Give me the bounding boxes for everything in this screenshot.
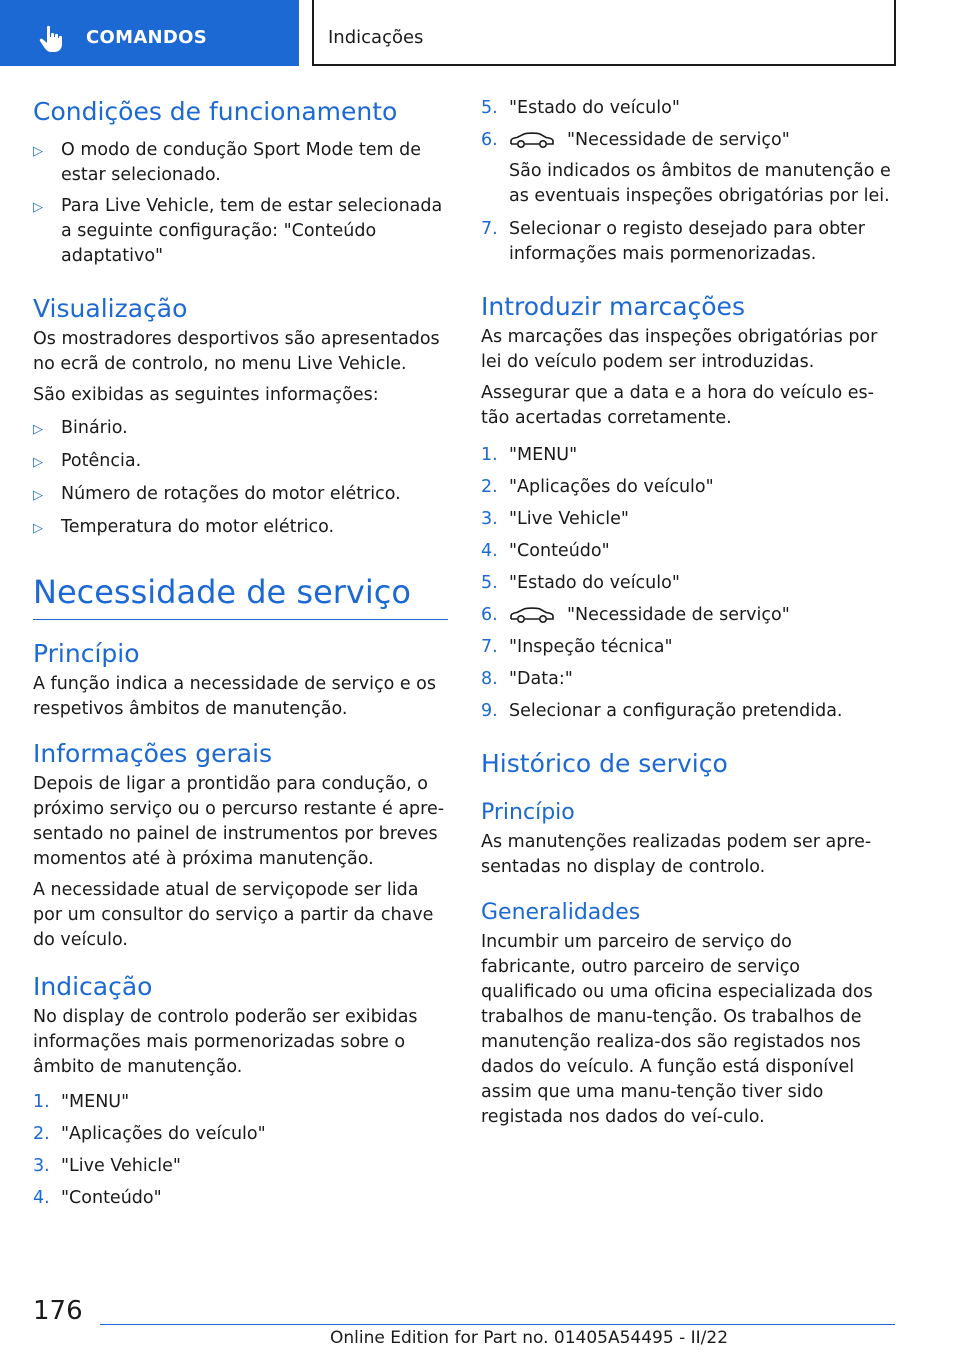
triangle-bullet-icon: ▷ xyxy=(33,488,43,503)
footer-rule xyxy=(100,1324,895,1325)
right-column xyxy=(481,96,891,1130)
heading-visualization: Visualização xyxy=(33,294,188,323)
list-item: 4. "Conteúdo" xyxy=(33,1188,162,1208)
list-item: 7. Selecionar o registo desejado para obter informações mais pormenorizadas. xyxy=(481,219,866,264)
footer-edition: Online Edition for Part no. 01405A54495 - II/22 xyxy=(330,1328,729,1348)
paragraph: As manutenções realizadas podem ser apre-sentadas no display de controlo. xyxy=(481,832,872,877)
paragraph: A função indica a necessidade de serviço e os respetivos âmbitos de manutenção. xyxy=(33,674,437,719)
paragraph: Assegurar que a data e a hora do veículo es-tão acertadas corretamente. xyxy=(481,383,874,428)
triangle-bullet-icon: ▷ xyxy=(33,521,43,536)
triangle-bullet-icon: ▷ xyxy=(33,200,43,215)
heading-indication: Indicação xyxy=(33,972,153,1001)
paragraph: Os mostradores desportivos são apresentados no ecrã de controlo, no menu Live Vehicle. xyxy=(33,329,440,374)
pointing-hand-icon xyxy=(38,24,68,54)
list-item: ▷ Binário. xyxy=(33,416,448,442)
list-item: ▷ Para Live Vehicle, tem de estar selecionada a seguinte configuração: "Conteúdo adaptativo" xyxy=(33,194,448,269)
heading-general-info: Informações gerais xyxy=(33,739,273,768)
paragraph: São indicados os âmbitos de manutenção e as eventuais inspeções obrigatórias por lei. xyxy=(509,161,891,206)
heading-enter-markings: Introduzir marcações xyxy=(481,292,745,321)
list-item: 5. "Estado do veículo" xyxy=(481,98,680,118)
heading-service-history: Histórico de serviço xyxy=(481,749,728,778)
list-item: 3. "Live Vehicle" xyxy=(481,509,629,529)
heading-generalities: Generalidades xyxy=(481,900,641,925)
list-item: 2. "Aplicações do veículo" xyxy=(33,1124,266,1144)
triangle-bullet-icon: ▷ xyxy=(33,144,43,159)
heading-principle: Princípio xyxy=(33,639,140,668)
chapter-label: COMANDOS xyxy=(86,27,208,48)
list-item: ▷ Potência. xyxy=(33,449,448,475)
list-item: 3. "Live Vehicle" xyxy=(33,1156,181,1176)
page-header xyxy=(0,0,960,66)
list-item: 4. "Conteúdo" xyxy=(481,541,610,561)
heading-conditions: Condições de funcionamento xyxy=(33,97,398,126)
paragraph: As marcações das inspeções obrigatórias por lei do veículo podem ser introduzidas. xyxy=(481,327,878,372)
list-item: 6. "Necessidade de serviço" xyxy=(481,605,790,625)
list-item: 6. "Necessidade de serviço" xyxy=(481,130,790,150)
list-item: 2. "Aplicações do veículo" xyxy=(481,477,714,497)
paragraph: Depois de ligar a prontidão para condução, o próximo serviço ou o percurso restante é apre-sentado no painel de instrumentos por breves momentos até à próxima manutenção. xyxy=(33,774,445,869)
list-item: 8. "Data:" xyxy=(481,669,573,689)
page-number: 176 xyxy=(33,1296,83,1326)
section-box xyxy=(312,0,896,66)
heading-history-principle: Princípio xyxy=(481,800,575,825)
list-item: 9. Selecionar a configuração pretendida. xyxy=(481,701,843,721)
triangle-bullet-icon: ▷ xyxy=(33,455,43,470)
list-item: 1. "MENU" xyxy=(33,1092,130,1112)
paragraph: No display de controlo poderão ser exibidas informações mais pormenorizadas sobre o âmbito de manutenção. xyxy=(33,1007,418,1077)
chapter-tab xyxy=(0,0,299,66)
car-outline-icon xyxy=(509,132,555,148)
paragraph: Incumbir um parceiro de serviço do fabricante, outro parceiro de serviço qualificado ou uma oficina especializada dos trabalhos de manu-tenção. Os trabalhos de manutenção realiza-dos são registados nos dados do veículo. A função está disponível assim que uma manu-tenção tiver sido registada nos dados do veí-culo. xyxy=(481,932,873,1127)
list-item: ▷ Temperatura do motor elétrico. xyxy=(33,515,448,541)
list-item: ▷ O modo de condução Sport Mode tem de estar selecionado. xyxy=(33,138,448,188)
list-item: 1. "MENU" xyxy=(481,445,578,465)
car-outline-icon xyxy=(509,607,555,623)
list-item: 5. "Estado do veículo" xyxy=(481,573,680,593)
list-item: 7. "Inspeção técnica" xyxy=(481,637,673,657)
left-column xyxy=(33,96,448,1211)
heading-service-need: Necessidade de serviço xyxy=(33,573,411,611)
paragraph: São exibidas as seguintes informações: xyxy=(33,385,379,405)
section-label: Indicações xyxy=(328,27,424,48)
paragraph: A necessidade atual de serviçopode ser lida por um consultor do serviço a partir da chave do veículo. xyxy=(33,880,434,950)
triangle-bullet-icon: ▷ xyxy=(33,422,43,437)
list-item: ▷ Número de rotações do motor elétrico. xyxy=(33,482,448,508)
